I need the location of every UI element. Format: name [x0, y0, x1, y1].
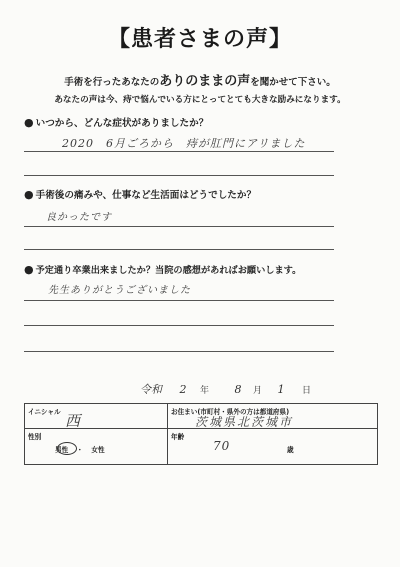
age-unit: 歳 [287, 446, 294, 454]
answer-3-line-3 [24, 351, 334, 352]
question-2-text: 手術後の痛みや、仕事など生活面はどうでしたか？ [35, 190, 257, 201]
answer-2-line-2 [24, 249, 334, 250]
answer-3-line [24, 300, 334, 301]
intro-line-1-after: を聞かせて下さい。 [250, 77, 336, 88]
question-3 [24, 262, 301, 276]
gender-female: 女性 [91, 446, 105, 454]
intro-line-1 [0, 70, 400, 89]
page-title: 【患者さまの声】 [107, 27, 292, 52]
question-3-text: 予定通り卒業出来ましたか？当院の感想があればお願いします。 [35, 265, 302, 276]
date-era: 令和 [140, 383, 162, 396]
answer-1-line [24, 151, 334, 152]
age-label: 年齢 [171, 433, 185, 441]
date-month-unit: 月 [253, 386, 263, 396]
gender-options [55, 444, 105, 454]
date-day-unit: 日 [302, 386, 312, 396]
answer-2-handwriting: 良かったです [46, 212, 112, 223]
question-2 [24, 187, 256, 201]
date-year-unit: 年 [200, 386, 210, 396]
initial-label: イニシャル [28, 408, 61, 416]
question-1-text: いつから、どんな症状がありましたか？ [35, 118, 209, 129]
question-3-bullet: ● [24, 263, 34, 276]
answer-1-handwriting: 2020 6月ごろから 痔が肛門にアリました [62, 137, 306, 150]
table-col-divider [167, 404, 168, 464]
gender-separator: ・ [76, 446, 84, 454]
date-handwriting [140, 381, 311, 397]
intro-line-1-before: 手術を行ったあなたの [64, 77, 160, 88]
address-value: 茨城県北茨城市 [195, 415, 294, 429]
age-value: 70 [213, 439, 231, 453]
gender-male: 男性 [55, 446, 69, 454]
patient-info-table [24, 403, 378, 465]
answer-2-line [24, 226, 334, 227]
gender-label: 性別 [28, 433, 42, 441]
question-2-bullet: ● [24, 188, 34, 201]
date-day: 1 [277, 383, 285, 396]
date-month: 8 [234, 383, 242, 396]
answer-3-handwriting: 先生ありがとうございました [48, 285, 191, 296]
question-1 [24, 115, 208, 129]
initial-value: 西 [65, 412, 82, 430]
address-label: お住まい(市町村・県外の方は都道府県) [171, 408, 290, 416]
question-1-bullet: ● [24, 116, 34, 129]
date-year: 2 [179, 383, 187, 396]
answer-1-line-2 [24, 175, 334, 176]
answer-3-line-2 [24, 325, 334, 326]
intro-line-2: あなたの声は今、痔で悩んでいる方にとってとても大きな励みになります。 [54, 95, 346, 105]
intro-line-1-emphasis: ありのままの声 [159, 74, 251, 89]
